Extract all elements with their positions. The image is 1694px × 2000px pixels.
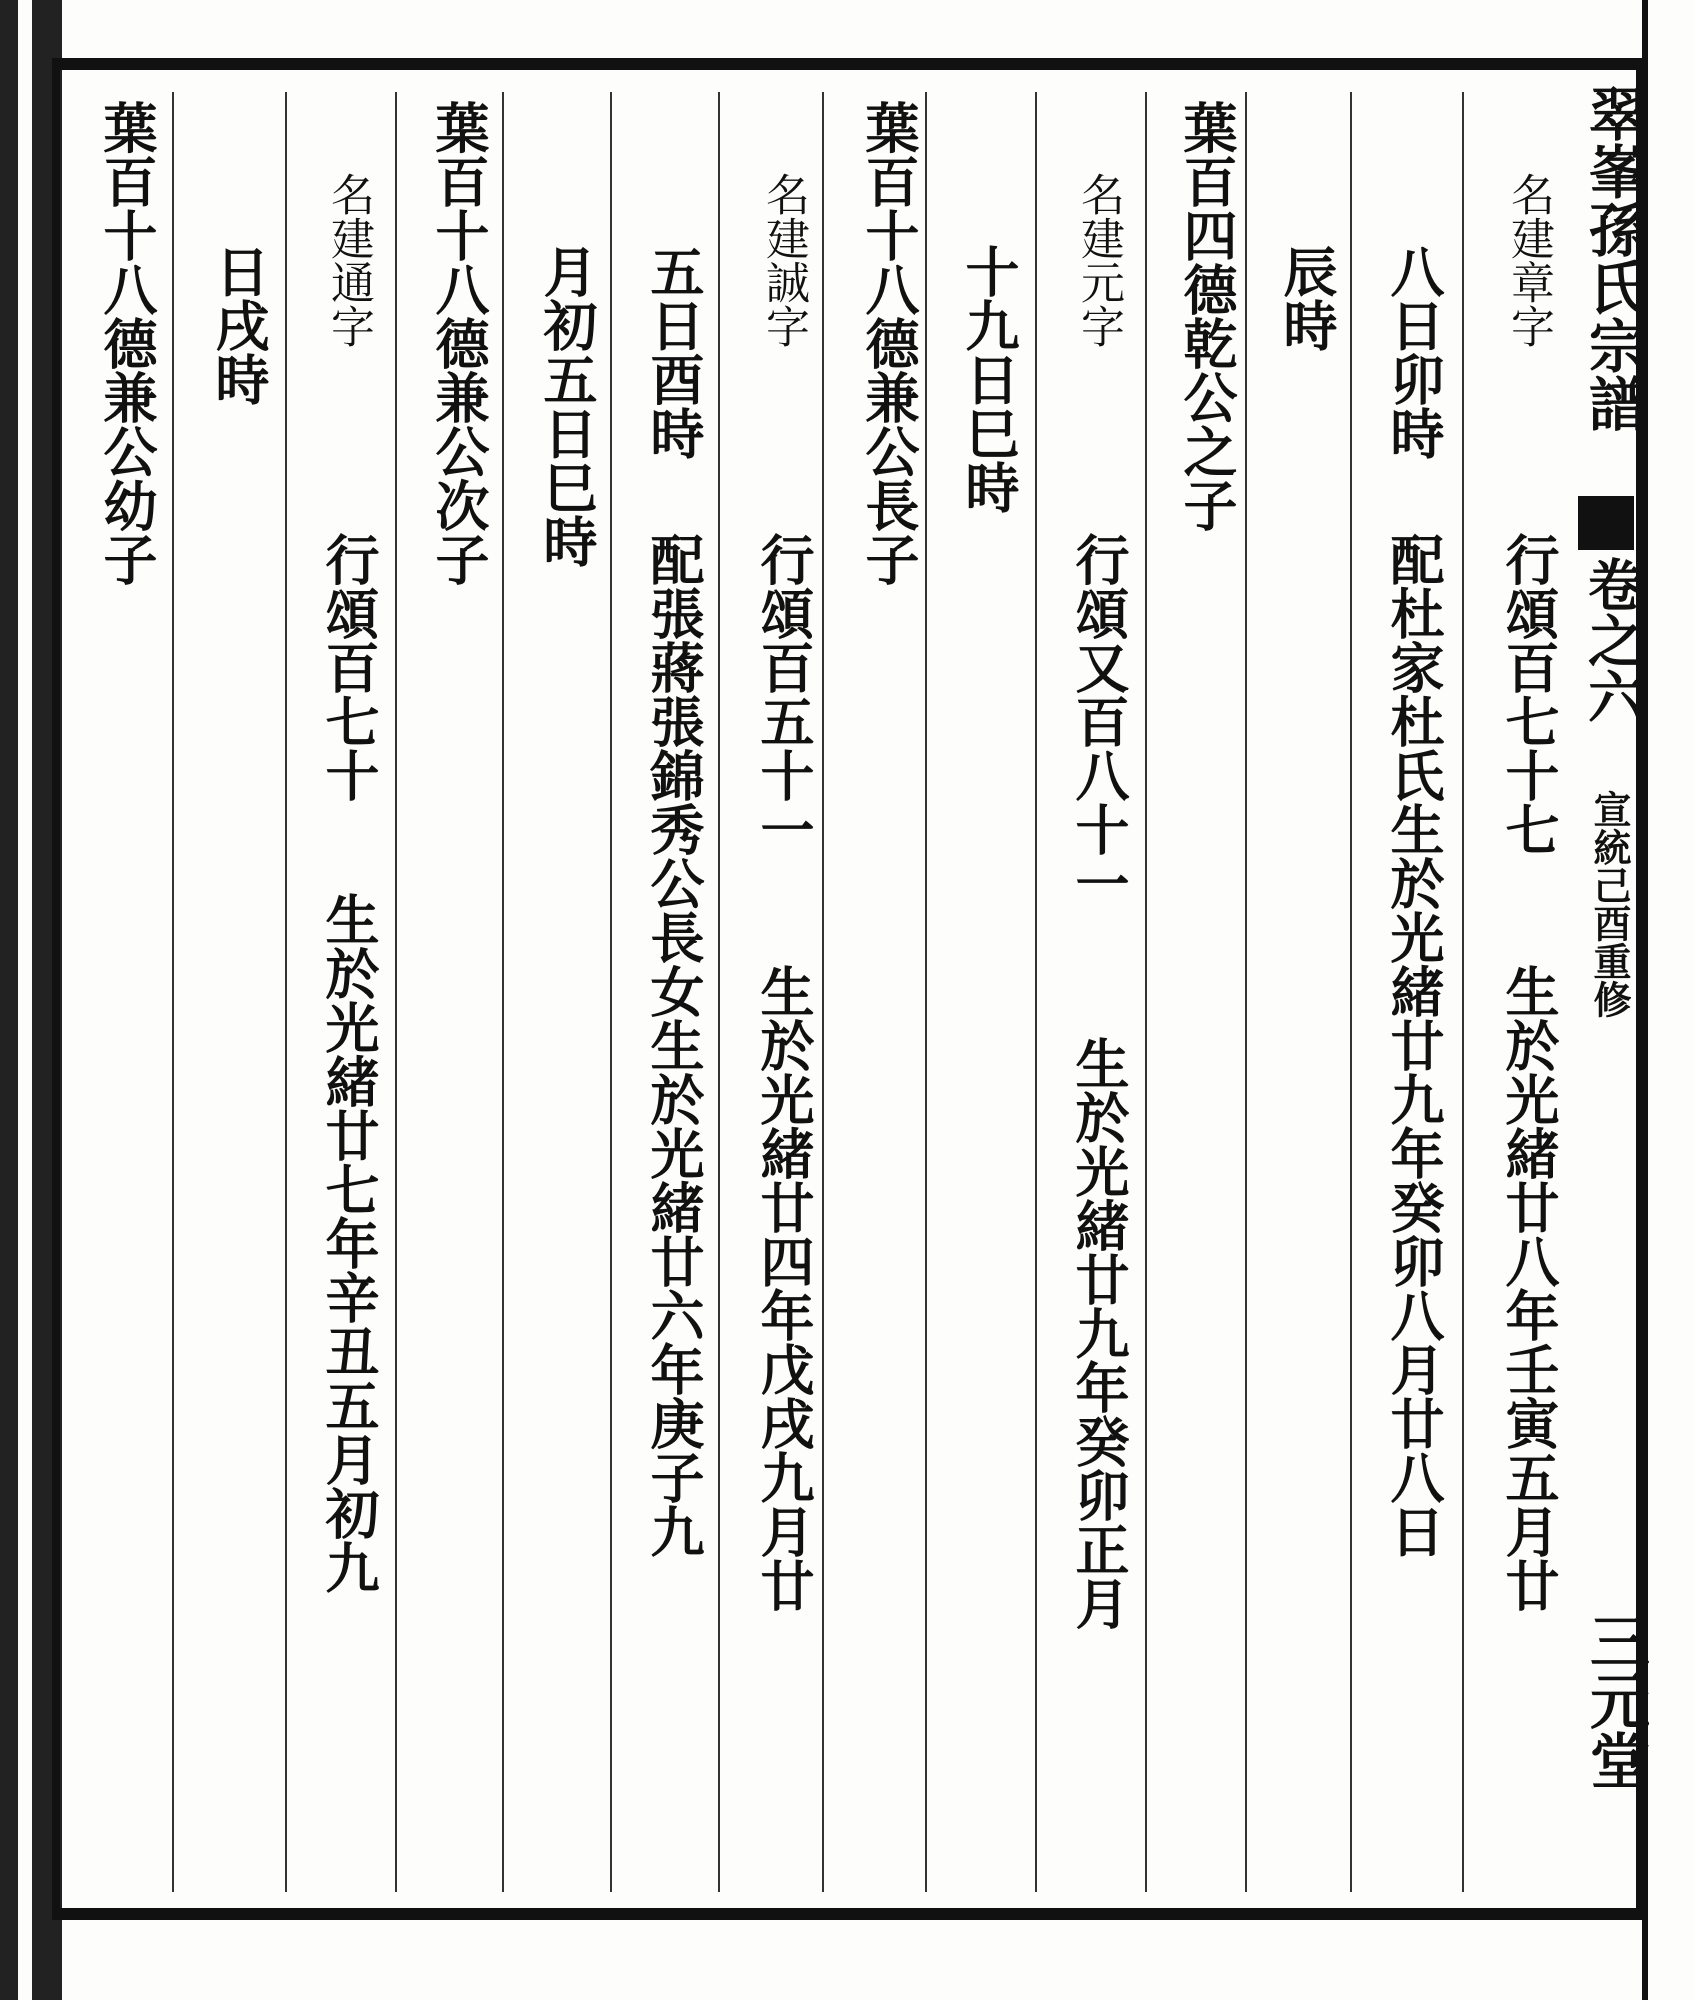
column-rule (502, 92, 504, 1892)
genealogy-entry-text: 八日卯時 (1382, 244, 1446, 460)
genealogy-entry-text: 行頌百五十一 (752, 532, 816, 856)
genealogy-entry-text: 辰時 (1275, 244, 1339, 352)
genealogy-entry-text: 配杜家杜氏生於光緒廿九年癸卯八月廿八日 (1382, 532, 1446, 1558)
column-rule (285, 92, 287, 1892)
genealogy-entry-text: 葉百四德乾公之子 (1175, 100, 1239, 532)
volume-label: 卷之六 (1579, 556, 1645, 724)
hall-name: 三元堂 (1580, 1610, 1650, 1790)
spine-gap (18, 0, 32, 2000)
genealogy-entry-text: 行頌又百八十一 (1067, 532, 1131, 910)
column-rule (395, 92, 397, 1892)
revision-note: 宣統己酉重修 (1587, 790, 1632, 1018)
column-rule (172, 92, 174, 1892)
genealogy-entry-text: 日戌時 (207, 244, 271, 406)
genealogy-entry-text: 十九日巳時 (957, 244, 1021, 514)
genealogy-entry-text: 行頌百七十 (317, 532, 381, 802)
genealogy-entry-text: 名建通字 (323, 172, 374, 348)
column-rule (718, 92, 720, 1892)
book-title: 翠峯孫氏宗譜 (1579, 84, 1647, 432)
genealogy-entry-text: 月初五日巳時 (535, 244, 599, 568)
column-rule (1462, 92, 1464, 1892)
genealogy-entry-text: 名建元字 (1073, 172, 1124, 348)
genealogy-entry-text: 名建誠字 (758, 172, 809, 348)
column-rule (822, 92, 824, 1892)
genealogy-entry-text: 生於光緒廿九年癸卯正月 (1067, 1036, 1131, 1630)
column-rule (925, 92, 927, 1892)
column-rule (610, 92, 612, 1892)
genealogy-entry-text: 葉百十八德兼公次子 (427, 100, 491, 586)
genealogy-entry-text: 生於光緒廿八年壬寅五月廿 (1497, 964, 1561, 1612)
genealogy-entry-text: 配張蔣張錦秀公長女生於光緒廿六年庚子九 (642, 532, 706, 1558)
genealogy-entry-text: 生於光緒廿七年辛丑五月初九 (317, 892, 381, 1594)
genealogy-entry-text: 行頌百七十七 (1497, 532, 1561, 856)
fish-tail-mark (1578, 496, 1634, 550)
column-rule (1245, 92, 1247, 1892)
column-rule (1145, 92, 1147, 1892)
genealogy-entry-text: 葉百十八德兼公幼子 (95, 100, 159, 586)
genealogy-entry-text: 生於光緒廿四年戊戌九月廿 (752, 964, 816, 1612)
genealogy-entry-text: 葉百十八德兼公長子 (857, 100, 921, 586)
column-rule (1350, 92, 1352, 1892)
column-rule (1035, 92, 1037, 1892)
genealogy-entry-text: 五日酉時 (642, 244, 706, 460)
genealogy-entry-text: 名建章字 (1503, 172, 1554, 348)
